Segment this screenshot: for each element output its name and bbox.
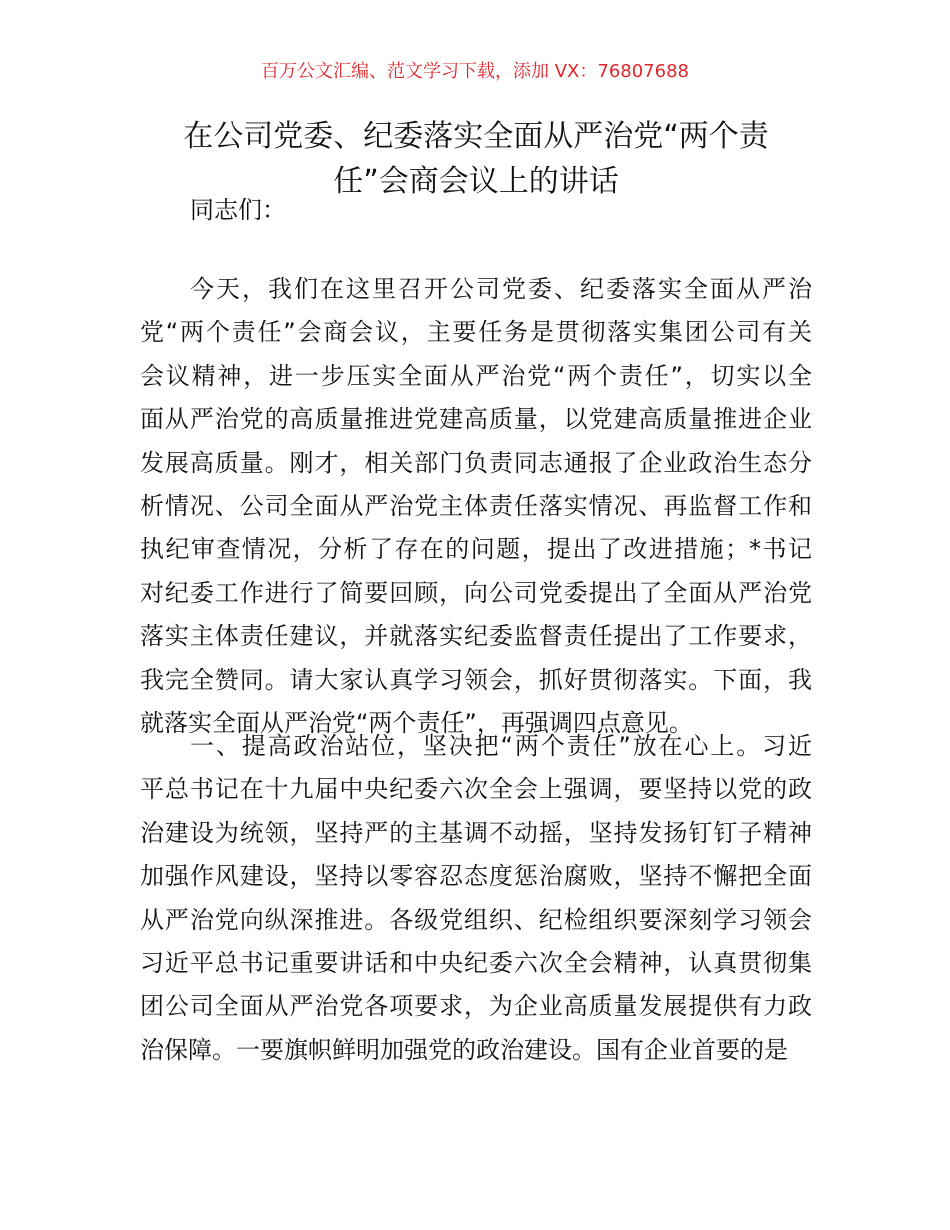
paragraph-line: 面从严治党的高质量推进党建高质量，以党建高质量推进企业 xyxy=(140,405,812,434)
paragraph-line: 就落实全面从严治党“两个责任”，再强调四点意见。 xyxy=(140,708,693,737)
paragraph-line: 析情况、公司全面从严治党主体责任落实情况、再监督工作和 xyxy=(140,491,812,520)
paragraph-line: 我完全赞同。请大家认真学习领会，抓好贯彻落实。下面，我 xyxy=(140,665,812,694)
paragraph-line: 对纪委工作进行了简要回顾，向公司党委提出了全面从严治党 xyxy=(140,578,812,607)
paragraph-line: 执纪审查情况，分析了存在的问题，提出了改进措施；*书记 xyxy=(140,535,812,564)
paragraph-line: 会议精神，进一步压实全面从严治党“两个责任”，切实以全 xyxy=(140,361,812,390)
paragraph-line: 今天，我们在这里召开公司党委、纪委落实全面从严治 xyxy=(190,275,812,303)
paragraph-line: 从严治党向纵深推进。各级党组织、纪检组织要深刻学习领会 xyxy=(140,905,812,934)
paragraph-line: 习近平总书记重要讲话和中央纪委六次全会精神，认真贯彻集 xyxy=(140,948,812,977)
greeting: 同志们： xyxy=(190,196,286,224)
paragraph-line: 团公司全面从严治党各项要求，为企业高质量发展提供有力政 xyxy=(140,992,812,1021)
paragraph-line: 平总书记在十九届中央纪委六次全会上强调，要坚持以党的政 xyxy=(140,775,812,804)
document-title xyxy=(140,114,812,204)
watermark-banner: 百万公文汇编、范文学习下载，添加 VX：76807688 xyxy=(261,61,689,82)
paragraph-line: 加强作风建设，坚持以零容忍态度惩治腐败，坚持不懈把全面 xyxy=(140,862,812,891)
paragraph-point-one xyxy=(140,725,812,1072)
title-line: 在公司党委、纪委落实全面从严治党“两个责 xyxy=(183,119,769,154)
paragraph-line: 治保障。一要旗帜鲜明加强党的政治建设。国有企业首要的是 xyxy=(140,1035,788,1064)
paragraph-line: 一、提高政治站位，坚决把“两个责任”放在心上。习近 xyxy=(190,732,812,760)
paragraph-opening xyxy=(140,268,812,745)
paragraph-line: 治建设为统领，坚持严的主基调不动摇，坚持发扬钉钉子精神 xyxy=(140,818,812,847)
paragraph-line: 落实主体责任建议，并就落实纪委监督责任提出了工作要求， xyxy=(140,622,812,651)
paragraph-line: 发展高质量。刚才，相关部门负责同志通报了企业政治生态分 xyxy=(140,448,812,477)
title-line: 任”会商会议上的讲话 xyxy=(333,164,619,199)
paragraph-line: 党“两个责任”会商会议，主要任务是贯彻落实集团公司有关 xyxy=(140,318,812,347)
